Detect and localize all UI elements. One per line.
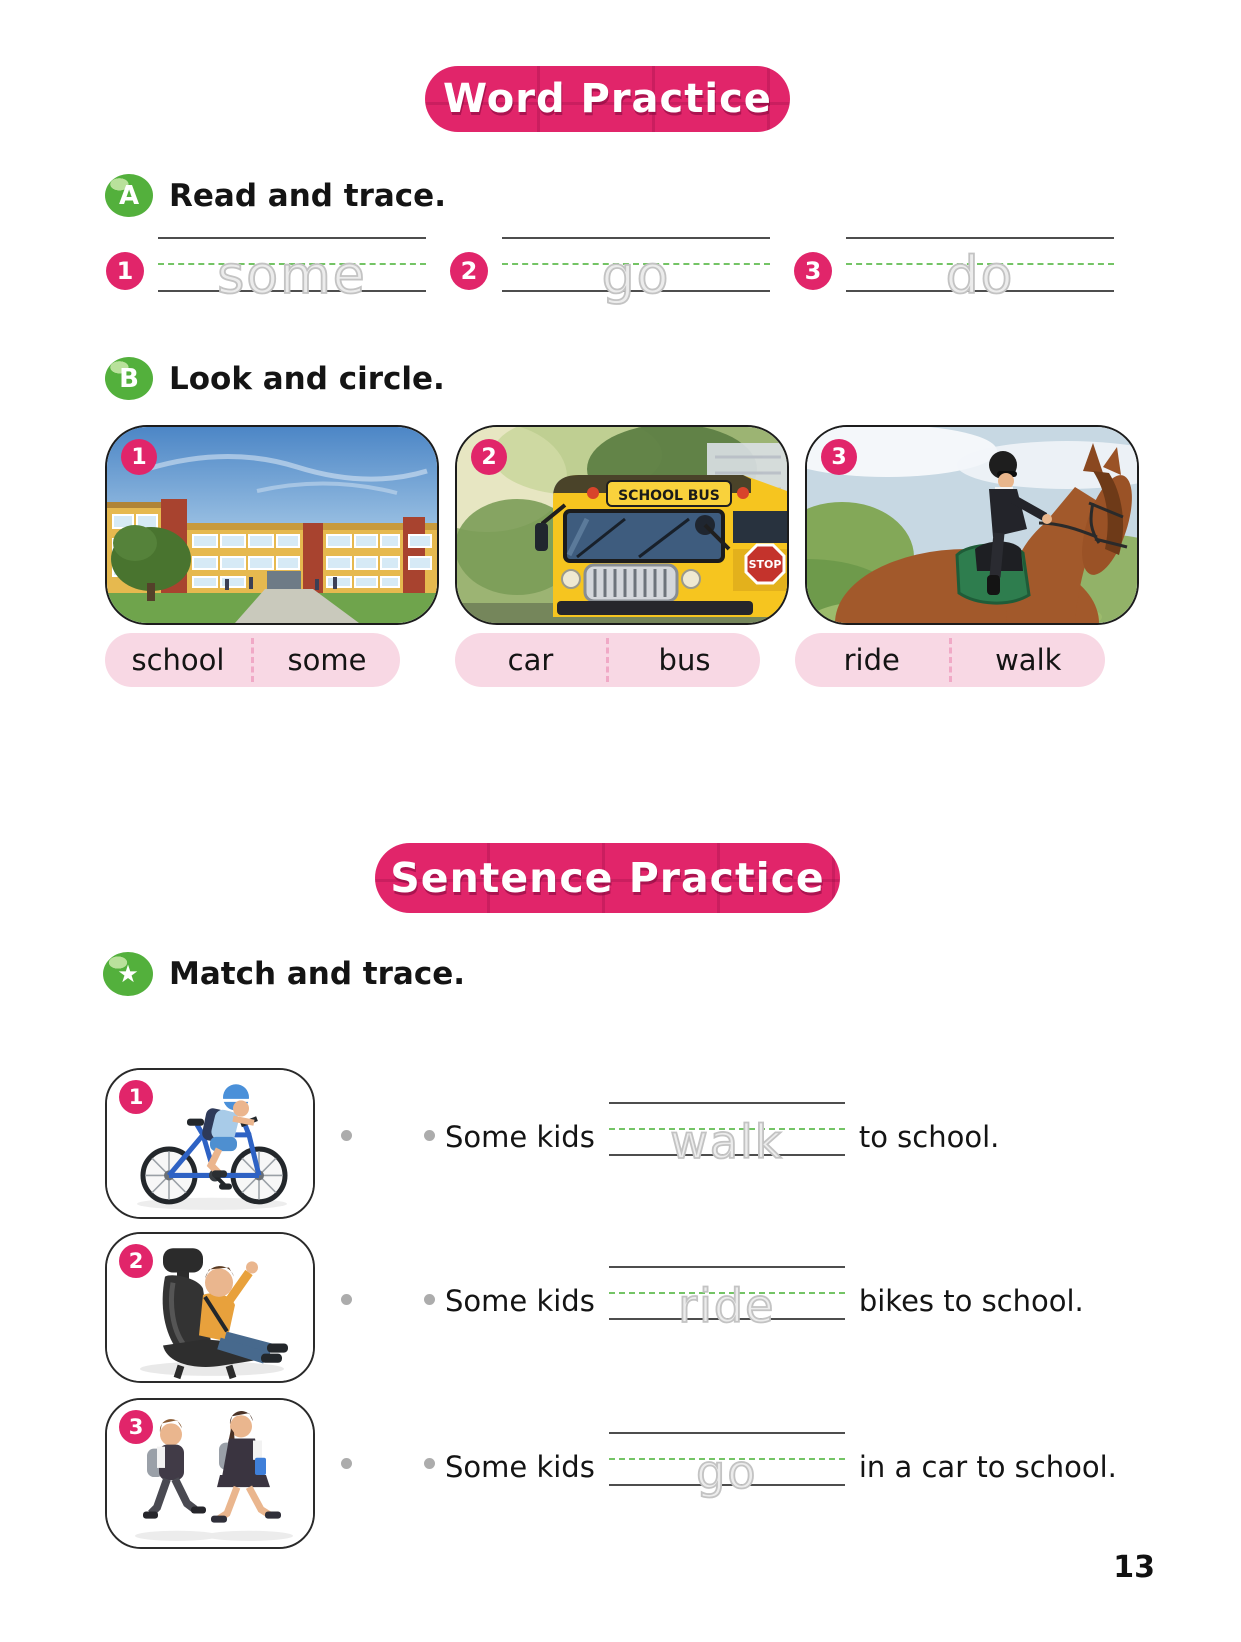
sentence-2-before: Some kids — [445, 1284, 595, 1318]
sentence-3-after: in a car to school. — [858, 1450, 1117, 1484]
photo-card-bus — [455, 425, 789, 625]
trace-top-line — [158, 237, 426, 239]
photo-card-school — [105, 425, 439, 625]
photo-2-number: 2 — [481, 444, 497, 470]
photo-1-number: 1 — [131, 444, 147, 470]
trace-word-some: some — [217, 246, 367, 306]
school-bus-sign: SCHOOL BUS — [618, 488, 720, 504]
page-number: 13 — [1113, 1550, 1155, 1585]
sentence-row-1 — [445, 1098, 1000, 1169]
trace-item-3-number-label: 3 — [804, 257, 822, 285]
section-b-heading: Look and circle. — [169, 360, 445, 397]
option-walk[interactable]: walk — [995, 643, 1062, 677]
trace-word-go: go — [601, 246, 671, 306]
match-card-walking-kids — [105, 1398, 315, 1549]
sentence-practice-title — [375, 843, 840, 913]
trace-item-2-number-label: 2 — [460, 257, 478, 285]
trace-top-line — [502, 237, 770, 239]
option-some[interactable]: some — [287, 643, 367, 677]
section-a-badge — [105, 174, 153, 217]
trace-word-do: do — [945, 246, 1015, 306]
trace-item-1-number-label: 1 — [116, 257, 134, 285]
section-a-heading: Read and trace. — [169, 177, 446, 214]
section-b-badge-letter: B — [119, 363, 139, 394]
sentence-3-trace-field[interactable] — [609, 1432, 845, 1499]
match-1-number-badge — [119, 1080, 153, 1114]
trace-top-line — [609, 1432, 845, 1434]
star-badge — [103, 952, 153, 996]
match-dot-left-2[interactable] — [341, 1294, 352, 1305]
match-dot-left-3[interactable] — [341, 1458, 352, 1469]
match-2-number-badge — [119, 1244, 153, 1278]
match-3-number: 3 — [128, 1415, 144, 1439]
match-card-bike — [105, 1068, 315, 1219]
option-car[interactable]: car — [507, 643, 554, 677]
sentence-row-3 — [445, 1428, 1117, 1499]
match-dot-right-3[interactable] — [424, 1458, 435, 1469]
sentence-row-2 — [445, 1262, 1084, 1333]
match-dot-right-1[interactable] — [424, 1130, 435, 1141]
sentence-1-before: Some kids — [445, 1120, 595, 1154]
section-a-badge-letter: A — [118, 180, 140, 211]
option-pill-2 — [455, 633, 760, 687]
section-b-header — [105, 357, 445, 400]
match-dot-left-1[interactable] — [341, 1130, 352, 1141]
trace-field-go[interactable] — [502, 237, 770, 306]
sentence-1-trace-field[interactable] — [609, 1102, 845, 1169]
trace-item-1-number — [106, 252, 144, 290]
option-pill-3 — [795, 633, 1105, 687]
match-2-number: 2 — [128, 1249, 144, 1273]
match-1-number: 1 — [128, 1085, 144, 1109]
match-section-header — [103, 952, 465, 996]
photo-3-number: 3 — [831, 444, 847, 470]
trace-top-line — [846, 237, 1114, 239]
section-a-header — [105, 174, 446, 217]
trace-word-walk: walk — [670, 1115, 784, 1169]
word-practice-title-label: Word Practice — [443, 76, 772, 122]
option-ride[interactable]: ride — [843, 643, 900, 677]
photo-1-number-badge — [121, 439, 157, 475]
sentence-2-trace-field[interactable] — [609, 1266, 845, 1333]
trace-word-ride: ride — [678, 1279, 776, 1333]
match-dot-right-2[interactable] — [424, 1294, 435, 1305]
trace-field-do[interactable] — [846, 237, 1114, 306]
photo-2-number-badge — [471, 439, 507, 475]
match-3-number-badge — [119, 1410, 153, 1444]
option-pill-1 — [105, 633, 400, 687]
photo-3-number-badge — [821, 439, 857, 475]
trace-item-2-number — [450, 252, 488, 290]
trace-item-3-number — [794, 252, 832, 290]
word-practice-title — [425, 66, 790, 132]
stop-sign-text: STOP — [748, 558, 782, 571]
option-bus[interactable]: bus — [658, 643, 711, 677]
section-b-badge — [105, 357, 153, 400]
trace-word-go: go — [696, 1445, 758, 1499]
match-section-heading: Match and trace. — [169, 956, 465, 992]
trace-top-line — [609, 1266, 845, 1268]
sentence-3-before: Some kids — [445, 1450, 595, 1484]
stop-sign — [746, 545, 784, 583]
match-card-car-seat — [105, 1232, 315, 1383]
trace-field-some[interactable] — [158, 237, 426, 306]
sentence-1-after: to school. — [858, 1120, 1000, 1154]
sentence-2-after: bikes to school. — [858, 1284, 1084, 1318]
star-icon: ★ — [117, 960, 139, 988]
sentence-practice-title-label: Sentence Practice — [390, 854, 825, 902]
trace-top-line — [609, 1102, 845, 1104]
photo-card-horse — [805, 425, 1139, 625]
option-school[interactable]: school — [131, 643, 225, 677]
